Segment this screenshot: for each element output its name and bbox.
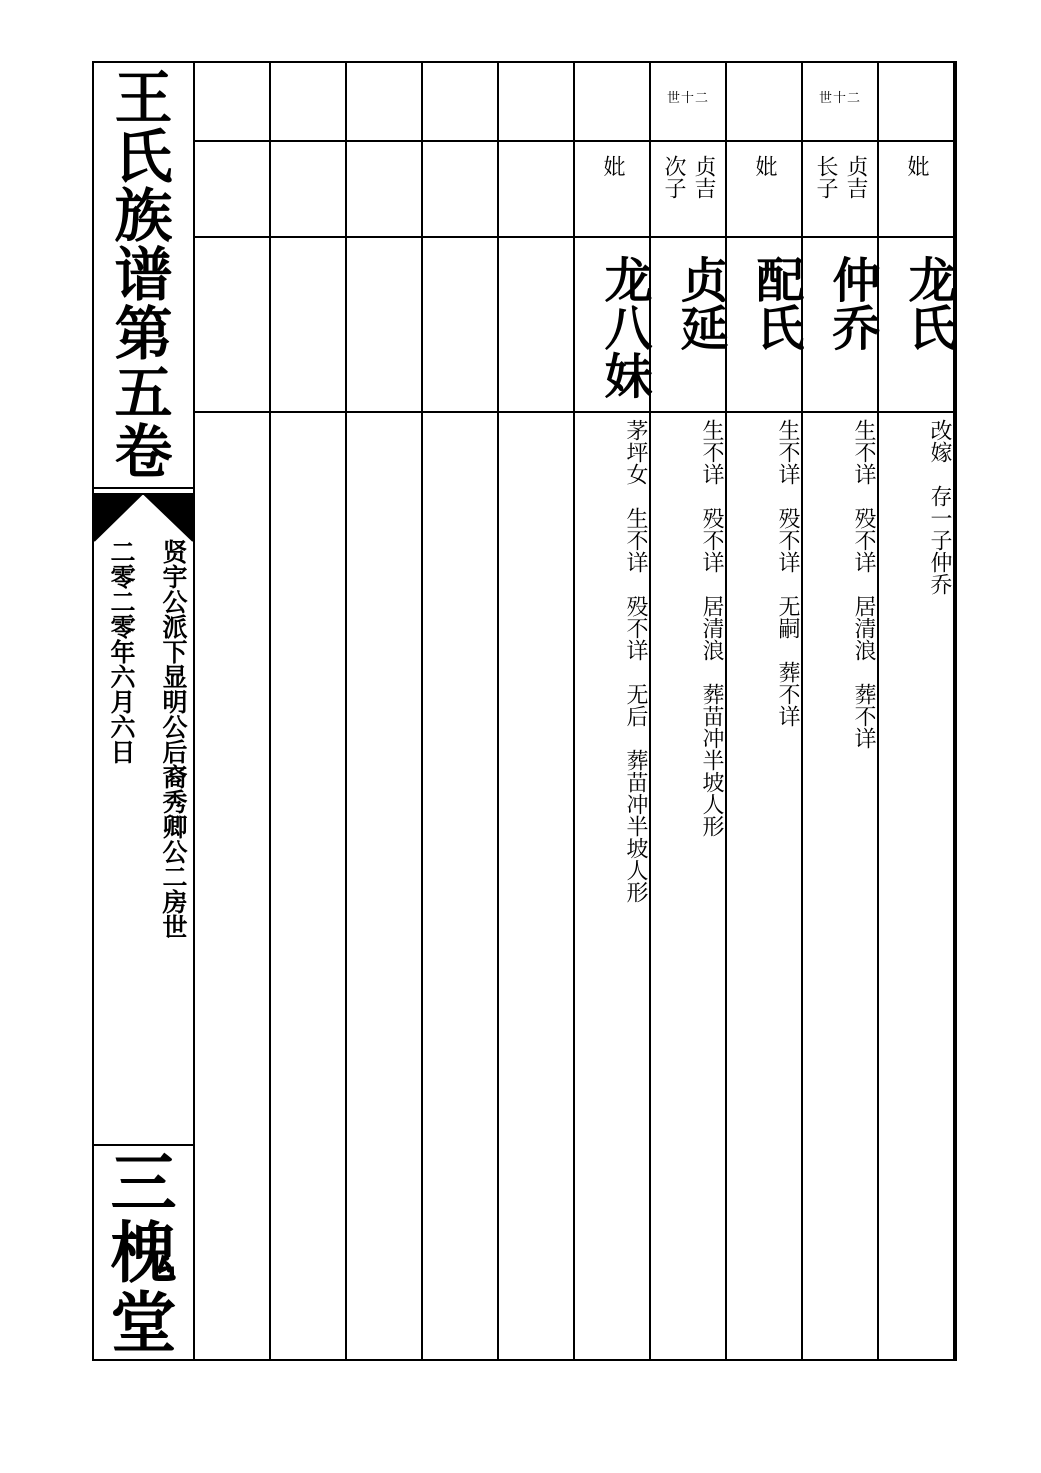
branch-lineage-text: 贤宇公派下显明公后裔秀卿公二房世 <box>159 539 188 939</box>
genealogy-column <box>575 63 651 1359</box>
genealogy-column <box>651 63 727 1359</box>
generation-label: 世十二 <box>666 91 709 106</box>
person-notes: 茅坪女 生不详 殁不详 无后 葬苗冲半坡人形 <box>623 419 648 903</box>
title-char: 氏 <box>114 122 173 191</box>
hall-name <box>94 1143 193 1362</box>
relation-label <box>803 155 877 235</box>
title-char: 族 <box>114 181 173 250</box>
title-char: 五 <box>114 358 173 427</box>
person-notes: 改嫁 存一子仲乔 <box>927 419 952 595</box>
person-notes: 生不详 殁不详 居清浪 葬不详 <box>851 419 876 749</box>
person-name: 龙八妹 <box>596 255 652 399</box>
relation-text: 妣 <box>752 155 777 177</box>
relation-text: 贞吉 <box>843 155 868 199</box>
genealogy-column <box>195 63 271 1359</box>
relation-label <box>347 155 421 235</box>
relation-text: 妣 <box>600 155 625 177</box>
relation-text: 长子 <box>813 155 838 199</box>
relation-label <box>195 155 269 235</box>
hall-char: 槐 <box>110 1213 177 1292</box>
hall-char: 堂 <box>110 1283 177 1362</box>
person-name: 仲乔 <box>824 255 880 351</box>
relation-text: 贞吉 <box>691 155 716 199</box>
genealogy-column <box>271 63 347 1359</box>
title-char: 第 <box>114 299 173 368</box>
relation-label <box>879 155 953 235</box>
generation-label: 世十二 <box>818 91 861 106</box>
relation-text: 妣 <box>904 155 929 177</box>
title-char: 谱 <box>114 240 173 309</box>
genealogy-grid <box>195 63 955 1359</box>
hall-char: 三 <box>110 1143 177 1222</box>
person-notes: 生不详 殁不详 无嗣 葬不详 <box>775 419 800 727</box>
genealogy-column <box>347 63 423 1359</box>
relation-label <box>499 155 573 235</box>
relation-label <box>271 155 345 235</box>
genealogy-page <box>92 61 957 1361</box>
relation-text: 次子 <box>661 155 686 199</box>
person-name: 龙氏 <box>900 255 956 351</box>
title-char: 卷 <box>114 417 173 486</box>
title-char: 王 <box>114 63 173 132</box>
genealogy-column <box>879 63 955 1359</box>
genealogy-column <box>727 63 803 1359</box>
genealogy-column <box>499 63 575 1359</box>
relation-label <box>727 155 801 235</box>
person-notes: 生不详 殁不详 居清浪 葬苗冲半坡人形 <box>699 419 724 837</box>
title-strip <box>94 63 195 1362</box>
person-name: 贞延 <box>672 255 728 351</box>
compile-date: 二零二零年六月六日 <box>107 539 136 764</box>
title-divider <box>94 487 193 489</box>
genealogy-column <box>803 63 879 1359</box>
relation-label <box>423 155 497 235</box>
relation-label <box>575 155 649 235</box>
relation-label <box>651 155 725 235</box>
person-name: 配氏 <box>748 255 804 351</box>
genealogy-column <box>423 63 499 1359</box>
book-title <box>94 63 193 487</box>
